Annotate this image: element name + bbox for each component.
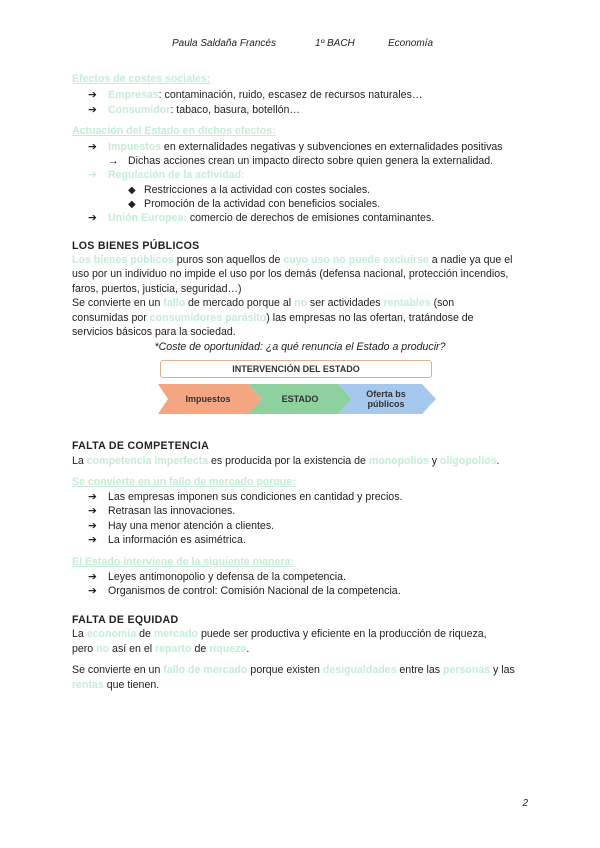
step-label: Impuestos xyxy=(185,394,231,404)
arrow-right-icon: ➔ xyxy=(88,491,97,503)
paragraph-line: La economía de mercado puede ser productiva y eficiente en la producción de riqueza, xyxy=(72,628,487,640)
list-item: ➔ Regulación de la actividad: xyxy=(88,169,245,181)
section-title-competencia: FALTA DE COMPETENCIA xyxy=(72,440,210,452)
arrow-right-icon: ➔ xyxy=(88,169,97,181)
diamond-item: ◆ Promoción de la actividad con beneficios sociales. xyxy=(128,198,381,210)
arrow-right-icon: ➔ xyxy=(88,212,97,224)
diamond-bullet-icon: ◆ xyxy=(128,199,136,210)
list-item: ➔ Unión Europea: comercio de derechos de emisiones contaminantes. xyxy=(88,212,435,224)
diamond-bullet-icon: ◆ xyxy=(128,185,136,196)
diamond-item: ◆ Restricciones a la actividad con costes sociales. xyxy=(128,184,371,196)
sub-list-item: → Dichas acciones crean un impacto directo sobre quien genera la externalidad. xyxy=(108,155,494,167)
arrow-right-icon: ➔ xyxy=(88,571,97,583)
arrow-right-icon: ➔ xyxy=(88,141,97,153)
paragraph-line: rentas que tienen. xyxy=(72,679,160,691)
paragraph-line: Se convierte en un fallo de mercado porque al no ser actividades rentables (son xyxy=(72,297,455,309)
paragraph-line: consumidas por consumidores parásito) las empresas no las ofertan, tratándose de xyxy=(72,312,474,324)
costes-heading: Efectos de costes sociales: xyxy=(72,73,211,85)
list-item: ➔ Las empresas imponen sus condiciones en cantidad y precios. xyxy=(88,491,403,503)
list-item: ➔ Hay una menor atención a clientes. xyxy=(88,520,275,532)
arrow-right-icon: ➔ xyxy=(88,520,97,532)
course: 1º BACH xyxy=(315,38,355,49)
paragraph-line: Se convierte en un fallo de mercado porque existen desigualdades entre las personas y las xyxy=(72,664,515,676)
paragraph-line: faros, puertos, justicia, seguridad…) xyxy=(72,283,242,295)
step-label: Oferta bs públicos xyxy=(366,389,406,409)
list-item: ➔ Organismos de control: Comisión Nacional de la competencia. xyxy=(88,585,401,597)
section-title-bienes: LOS BIENES PÚBLICOS xyxy=(72,240,200,252)
list-item: ➔ Leyes antimonopolio y defensa de la competencia. xyxy=(88,571,346,583)
actuacion-heading: Actuación del Estado en dichos efectos: xyxy=(72,125,276,137)
list-item: ➔ La información es asimétrica. xyxy=(88,534,246,546)
paragraph-line: La competencia imperfecta es producida por la existencia de monopolios y oligopolios. xyxy=(72,455,500,467)
step-label: ESTADO xyxy=(281,394,319,404)
subject: Economía xyxy=(388,38,434,49)
opportunity-cost-note: *Coste de oportunidad: ¿a qué renuncia el Estado a producir? xyxy=(154,341,446,353)
paragraph-line: pero no así en el reparto de riqueza. xyxy=(72,643,250,655)
page-number: 2 xyxy=(522,798,528,809)
thin-arrow-right-icon: → xyxy=(108,155,119,167)
paragraph-line: servicios básicos para la sociedad. xyxy=(72,326,236,338)
paragraph-line: uso por un individuo no impide el uso por los demás (defensa nacional, protección incendios, xyxy=(72,268,509,280)
list-item: ➔ Impuestos en externalidades negativas y subvenciones en externalidades positivas xyxy=(88,141,503,153)
subheading: Se convierte en un fallo de mercado porque: xyxy=(72,476,296,488)
list-item: ➔ Consumidor: tabaco, basura, botellón… xyxy=(88,104,300,116)
arrow-right-icon: ➔ xyxy=(88,104,97,116)
list-item: ➔ Retrasan las innovaciones. xyxy=(88,505,236,517)
arrow-right-icon: ➔ xyxy=(88,534,97,546)
author: Paula Saldaña Francés xyxy=(172,38,276,49)
list-item: ➔ Empresas: contaminación, ruido, escasez de recursos naturales… xyxy=(88,89,423,101)
arrow-right-icon: ➔ xyxy=(88,505,97,517)
subheading: El Estado interviene de la siguiente manera: xyxy=(72,556,294,568)
arrow-right-icon: ➔ xyxy=(88,89,97,101)
section-title-equidad: FALTA DE EQUIDAD xyxy=(72,614,179,626)
arrow-right-icon: ➔ xyxy=(88,585,97,597)
paragraph-line: Los bienes públicos puros son aquellos de cuyo uso no puede excluirse a nadie ya que el xyxy=(72,254,513,266)
diagram-title: INTERVENCIÓN DEL ESTADO xyxy=(160,360,432,378)
